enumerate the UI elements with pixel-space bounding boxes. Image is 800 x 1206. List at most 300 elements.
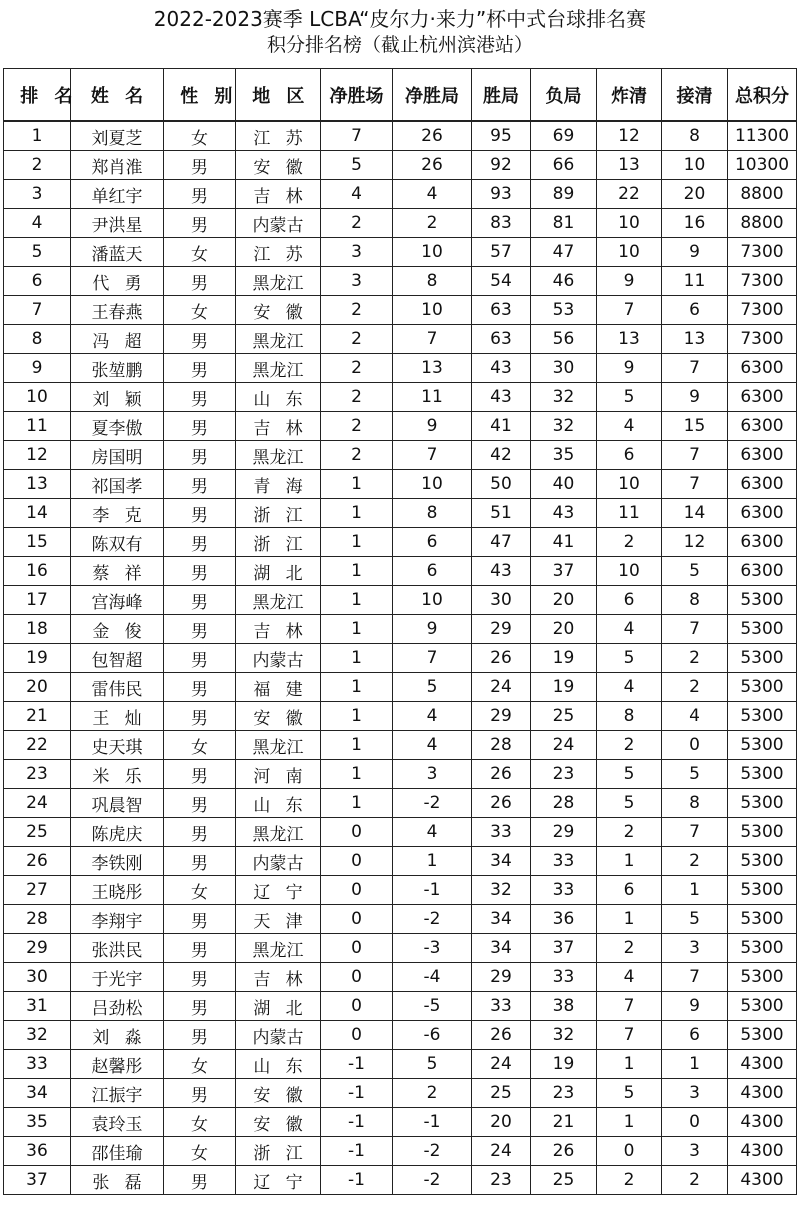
cell-region: 浙江 <box>236 1137 321 1166</box>
cell-name: 郑肖淮 <box>71 151 164 180</box>
cell-gender: 男 <box>164 470 236 499</box>
cell-run-outs: 1 <box>662 1050 728 1079</box>
cell-frames-lost: 56 <box>531 325 597 354</box>
cell-net-wins: 4 <box>321 180 393 209</box>
cell-run-outs: 2 <box>662 847 728 876</box>
cell-run-outs: 16 <box>662 209 728 238</box>
cell-run-outs: 5 <box>662 905 728 934</box>
cell-gender: 男 <box>164 354 236 383</box>
cell-frames-won: 24 <box>472 673 531 702</box>
cell-rank: 35 <box>4 1108 71 1137</box>
cell-name: 祁国孝 <box>71 470 164 499</box>
cell-run-outs: 2 <box>662 673 728 702</box>
cell-total-points: 7300 <box>728 325 797 354</box>
table-row <box>4 818 797 847</box>
cell-total-points: 5300 <box>728 847 797 876</box>
cell-net-wins: 1 <box>321 731 393 760</box>
cell-frames-lost: 19 <box>531 673 597 702</box>
cell-region: 浙江 <box>236 528 321 557</box>
cell-net-wins: 2 <box>321 209 393 238</box>
cell-region: 内蒙古 <box>236 1021 321 1050</box>
cell-gender: 男 <box>164 325 236 354</box>
table-row <box>4 963 797 992</box>
cell-frames-won: 34 <box>472 905 531 934</box>
table-row <box>4 121 797 151</box>
cell-break-clears: 12 <box>597 121 662 151</box>
cell-rank: 21 <box>4 702 71 731</box>
cell-region: 黑龙江 <box>236 731 321 760</box>
cell-frames-lost: 32 <box>531 383 597 412</box>
cell-total-points: 7300 <box>728 238 797 267</box>
table-row <box>4 992 797 1021</box>
cell-rank: 6 <box>4 267 71 296</box>
cell-break-clears: 2 <box>597 528 662 557</box>
cell-run-outs: 8 <box>662 789 728 818</box>
cell-name: 宫海峰 <box>71 586 164 615</box>
cell-name: 张洪民 <box>71 934 164 963</box>
cell-net-frames: 7 <box>393 441 472 470</box>
cell-frames-lost: 24 <box>531 731 597 760</box>
cell-run-outs: 3 <box>662 934 728 963</box>
cell-gender: 男 <box>164 441 236 470</box>
cell-gender: 女 <box>164 121 236 151</box>
cell-rank: 34 <box>4 1079 71 1108</box>
cell-net-wins: -1 <box>321 1050 393 1079</box>
col-header-gender: 性别 <box>164 69 236 122</box>
cell-break-clears: 2 <box>597 731 662 760</box>
cell-net-wins: 1 <box>321 644 393 673</box>
cell-name: 赵馨彤 <box>71 1050 164 1079</box>
cell-frames-won: 93 <box>472 180 531 209</box>
cell-net-frames: 2 <box>393 1079 472 1108</box>
cell-name: 张磊 <box>71 1166 164 1195</box>
cell-frames-won: 24 <box>472 1050 531 1079</box>
cell-name: 单红宇 <box>71 180 164 209</box>
cell-name: 王晓彤 <box>71 876 164 905</box>
cell-total-points: 5300 <box>728 615 797 644</box>
cell-name: 雷伟民 <box>71 673 164 702</box>
cell-break-clears: 13 <box>597 151 662 180</box>
cell-gender: 男 <box>164 1166 236 1195</box>
page-subtitle: 积分排名榜（截止杭州滨港站） <box>266 34 533 56</box>
cell-gender: 女 <box>164 1050 236 1079</box>
cell-run-outs: 0 <box>662 1108 728 1137</box>
cell-net-wins: 2 <box>321 296 393 325</box>
cell-net-frames: 10 <box>393 296 472 325</box>
cell-break-clears: 10 <box>597 238 662 267</box>
cell-frames-lost: 37 <box>531 557 597 586</box>
table-row <box>4 267 797 296</box>
cell-frames-lost: 19 <box>531 644 597 673</box>
cell-frames-lost: 25 <box>531 1166 597 1195</box>
cell-gender: 男 <box>164 151 236 180</box>
cell-frames-lost: 38 <box>531 992 597 1021</box>
cell-gender: 女 <box>164 1108 236 1137</box>
cell-frames-lost: 20 <box>531 615 597 644</box>
cell-net-wins: 0 <box>321 934 393 963</box>
cell-region: 吉林 <box>236 615 321 644</box>
cell-region: 内蒙古 <box>236 847 321 876</box>
cell-frames-won: 29 <box>472 702 531 731</box>
cell-break-clears: 6 <box>597 876 662 905</box>
cell-frames-won: 42 <box>472 441 531 470</box>
cell-name: 夏李傲 <box>71 412 164 441</box>
cell-frames-won: 28 <box>472 731 531 760</box>
cell-net-wins: -1 <box>321 1079 393 1108</box>
cell-net-wins: 1 <box>321 557 393 586</box>
cell-run-outs: 6 <box>662 296 728 325</box>
cell-run-outs: 12 <box>662 528 728 557</box>
cell-gender: 男 <box>164 963 236 992</box>
cell-net-wins: -1 <box>321 1166 393 1195</box>
cell-gender: 男 <box>164 673 236 702</box>
cell-net-frames: -6 <box>393 1021 472 1050</box>
cell-region: 湖北 <box>236 992 321 1021</box>
cell-net-wins: 1 <box>321 528 393 557</box>
cell-net-wins: 1 <box>321 760 393 789</box>
cell-region: 黑龙江 <box>236 267 321 296</box>
col-header-total-points: 总积分 <box>728 69 797 122</box>
cell-region: 天津 <box>236 905 321 934</box>
cell-break-clears: 5 <box>597 383 662 412</box>
col-header-region: 地区 <box>236 69 321 122</box>
cell-region: 吉林 <box>236 412 321 441</box>
cell-break-clears: 1 <box>597 1108 662 1137</box>
cell-rank: 13 <box>4 470 71 499</box>
cell-rank: 28 <box>4 905 71 934</box>
cell-rank: 16 <box>4 557 71 586</box>
cell-gender: 男 <box>164 934 236 963</box>
cell-gender: 男 <box>164 528 236 557</box>
cell-total-points: 5300 <box>728 1021 797 1050</box>
cell-name: 潘蓝天 <box>71 238 164 267</box>
table-row <box>4 1079 797 1108</box>
cell-region: 辽宁 <box>236 876 321 905</box>
cell-rank: 8 <box>4 325 71 354</box>
cell-net-wins: 0 <box>321 1021 393 1050</box>
cell-frames-lost: 89 <box>531 180 597 209</box>
cell-frames-won: 29 <box>472 615 531 644</box>
cell-net-frames: 9 <box>393 615 472 644</box>
cell-net-wins: 0 <box>321 992 393 1021</box>
cell-rank: 9 <box>4 354 71 383</box>
cell-frames-lost: 53 <box>531 296 597 325</box>
cell-frames-lost: 21 <box>531 1108 597 1137</box>
cell-region: 山东 <box>236 383 321 412</box>
cell-net-frames: -2 <box>393 905 472 934</box>
cell-total-points: 5300 <box>728 760 797 789</box>
cell-run-outs: 7 <box>662 963 728 992</box>
cell-name: 吕劲松 <box>71 992 164 1021</box>
col-header-net-wins: 净胜场 <box>321 69 393 122</box>
cell-net-wins: 1 <box>321 586 393 615</box>
cell-gender: 女 <box>164 1137 236 1166</box>
cell-total-points: 7300 <box>728 267 797 296</box>
cell-frames-lost: 23 <box>531 760 597 789</box>
cell-break-clears: 10 <box>597 470 662 499</box>
cell-name: 陈双有 <box>71 528 164 557</box>
cell-region: 黑龙江 <box>236 934 321 963</box>
cell-name: 米乐 <box>71 760 164 789</box>
cell-run-outs: 1 <box>662 876 728 905</box>
cell-gender: 男 <box>164 615 236 644</box>
cell-region: 黑龙江 <box>236 818 321 847</box>
cell-region: 黑龙江 <box>236 325 321 354</box>
cell-name: 陈虎庆 <box>71 818 164 847</box>
cell-net-wins: 2 <box>321 325 393 354</box>
table-row <box>4 1050 797 1079</box>
cell-rank: 19 <box>4 644 71 673</box>
cell-frames-won: 26 <box>472 644 531 673</box>
cell-rank: 18 <box>4 615 71 644</box>
cell-region: 黑龙江 <box>236 354 321 383</box>
cell-region: 浙江 <box>236 499 321 528</box>
cell-frames-won: 54 <box>472 267 531 296</box>
table-row <box>4 383 797 412</box>
cell-run-outs: 0 <box>662 731 728 760</box>
cell-rank: 24 <box>4 789 71 818</box>
cell-frames-lost: 33 <box>531 963 597 992</box>
cell-rank: 2 <box>4 151 71 180</box>
cell-rank: 31 <box>4 992 71 1021</box>
cell-frames-lost: 23 <box>531 1079 597 1108</box>
cell-run-outs: 7 <box>662 615 728 644</box>
cell-region: 内蒙古 <box>236 644 321 673</box>
cell-break-clears: 6 <box>597 441 662 470</box>
table-row <box>4 789 797 818</box>
cell-net-frames: 6 <box>393 557 472 586</box>
cell-net-frames: 11 <box>393 383 472 412</box>
cell-region: 辽宁 <box>236 1166 321 1195</box>
cell-frames-won: 41 <box>472 412 531 441</box>
cell-frames-lost: 28 <box>531 789 597 818</box>
table-row <box>4 586 797 615</box>
table-row <box>4 731 797 760</box>
cell-rank: 3 <box>4 180 71 209</box>
cell-total-points: 5300 <box>728 934 797 963</box>
cell-rank: 36 <box>4 1137 71 1166</box>
cell-break-clears: 11 <box>597 499 662 528</box>
cell-net-wins: 1 <box>321 673 393 702</box>
cell-frames-lost: 41 <box>531 528 597 557</box>
cell-frames-won: 83 <box>472 209 531 238</box>
cell-gender: 男 <box>164 209 236 238</box>
cell-break-clears: 4 <box>597 673 662 702</box>
cell-frames-won: 33 <box>472 818 531 847</box>
cell-name: 李翔宇 <box>71 905 164 934</box>
cell-frames-lost: 32 <box>531 412 597 441</box>
cell-total-points: 4300 <box>728 1108 797 1137</box>
cell-break-clears: 13 <box>597 325 662 354</box>
cell-gender: 男 <box>164 905 236 934</box>
cell-net-frames: 13 <box>393 354 472 383</box>
cell-total-points: 6300 <box>728 354 797 383</box>
cell-break-clears: 1 <box>597 847 662 876</box>
cell-name: 江振宇 <box>71 1079 164 1108</box>
page-title: 2022-2023赛季 LCBA“皮尔力·来力”杯中式台球排名赛 <box>153 7 647 31</box>
cell-region: 湖北 <box>236 557 321 586</box>
cell-run-outs: 5 <box>662 557 728 586</box>
cell-net-wins: 3 <box>321 238 393 267</box>
cell-name: 巩晨智 <box>71 789 164 818</box>
cell-region: 安徽 <box>236 1079 321 1108</box>
cell-rank: 32 <box>4 1021 71 1050</box>
cell-frames-won: 92 <box>472 151 531 180</box>
cell-net-frames: -2 <box>393 1137 472 1166</box>
table-row <box>4 847 797 876</box>
table-row <box>4 528 797 557</box>
cell-rank: 10 <box>4 383 71 412</box>
cell-net-frames: 4 <box>393 818 472 847</box>
cell-run-outs: 7 <box>662 441 728 470</box>
cell-total-points: 10300 <box>728 151 797 180</box>
cell-frames-won: 50 <box>472 470 531 499</box>
cell-net-frames: 2 <box>393 209 472 238</box>
cell-net-frames: 10 <box>393 586 472 615</box>
cell-net-wins: 2 <box>321 441 393 470</box>
cell-break-clears: 2 <box>597 818 662 847</box>
cell-net-wins: 1 <box>321 499 393 528</box>
cell-frames-lost: 37 <box>531 934 597 963</box>
cell-total-points: 8800 <box>728 209 797 238</box>
cell-rank: 12 <box>4 441 71 470</box>
cell-net-frames: 5 <box>393 673 472 702</box>
table-row <box>4 1021 797 1050</box>
cell-gender: 男 <box>164 1021 236 1050</box>
cell-rank: 22 <box>4 731 71 760</box>
table-row <box>4 644 797 673</box>
cell-rank: 5 <box>4 238 71 267</box>
cell-frames-lost: 69 <box>531 121 597 151</box>
cell-name: 李铁刚 <box>71 847 164 876</box>
cell-net-frames: 10 <box>393 470 472 499</box>
cell-total-points: 5300 <box>728 702 797 731</box>
cell-net-wins: 1 <box>321 470 393 499</box>
cell-net-frames: 7 <box>393 325 472 354</box>
cell-net-frames: 3 <box>393 760 472 789</box>
cell-total-points: 5300 <box>728 644 797 673</box>
table-row <box>4 876 797 905</box>
ranking-table <box>3 68 797 1195</box>
cell-region: 山东 <box>236 789 321 818</box>
cell-region: 安徽 <box>236 1108 321 1137</box>
cell-gender: 男 <box>164 180 236 209</box>
cell-run-outs: 3 <box>662 1137 728 1166</box>
cell-net-frames: 7 <box>393 644 472 673</box>
cell-break-clears: 4 <box>597 412 662 441</box>
cell-frames-won: 34 <box>472 934 531 963</box>
cell-net-wins: -1 <box>321 1108 393 1137</box>
cell-rank: 29 <box>4 934 71 963</box>
table-row <box>4 441 797 470</box>
cell-run-outs: 3 <box>662 1079 728 1108</box>
cell-net-wins: 5 <box>321 151 393 180</box>
cell-break-clears: 2 <box>597 934 662 963</box>
table-row <box>4 296 797 325</box>
cell-total-points: 5300 <box>728 586 797 615</box>
cell-net-frames: -1 <box>393 876 472 905</box>
cell-frames-lost: 47 <box>531 238 597 267</box>
cell-net-frames: 26 <box>393 121 472 151</box>
cell-total-points: 7300 <box>728 296 797 325</box>
cell-gender: 男 <box>164 1079 236 1108</box>
cell-name: 蔡祥 <box>71 557 164 586</box>
cell-frames-won: 29 <box>472 963 531 992</box>
cell-gender: 女 <box>164 731 236 760</box>
cell-frames-won: 30 <box>472 586 531 615</box>
col-header-rank: 排名 <box>4 69 71 122</box>
table-body <box>4 121 797 1195</box>
cell-name: 袁玲玉 <box>71 1108 164 1137</box>
cell-frames-lost: 25 <box>531 702 597 731</box>
cell-total-points: 5300 <box>728 905 797 934</box>
cell-frames-lost: 35 <box>531 441 597 470</box>
table-row <box>4 702 797 731</box>
col-header-name: 姓名 <box>71 69 164 122</box>
cell-run-outs: 20 <box>662 180 728 209</box>
cell-gender: 男 <box>164 412 236 441</box>
cell-name: 王春燕 <box>71 296 164 325</box>
table-row <box>4 209 797 238</box>
cell-region: 安徽 <box>236 151 321 180</box>
page-header <box>0 0 800 58</box>
cell-frames-lost: 20 <box>531 586 597 615</box>
cell-net-frames: 4 <box>393 731 472 760</box>
cell-net-frames: -3 <box>393 934 472 963</box>
cell-rank: 14 <box>4 499 71 528</box>
cell-name: 刘淼 <box>71 1021 164 1050</box>
cell-break-clears: 4 <box>597 963 662 992</box>
cell-frames-lost: 29 <box>531 818 597 847</box>
col-header-break-clears: 炸清 <box>597 69 662 122</box>
cell-rank: 30 <box>4 963 71 992</box>
cell-total-points: 4300 <box>728 1166 797 1195</box>
cell-frames-won: 34 <box>472 847 531 876</box>
cell-net-frames: 10 <box>393 238 472 267</box>
cell-rank: 33 <box>4 1050 71 1079</box>
cell-run-outs: 15 <box>662 412 728 441</box>
cell-net-wins: -1 <box>321 1137 393 1166</box>
table-row <box>4 499 797 528</box>
cell-net-frames: -1 <box>393 1108 472 1137</box>
cell-total-points: 5300 <box>728 992 797 1021</box>
cell-gender: 男 <box>164 557 236 586</box>
table-row <box>4 1166 797 1195</box>
cell-break-clears: 4 <box>597 615 662 644</box>
cell-break-clears: 7 <box>597 992 662 1021</box>
cell-frames-won: 32 <box>472 876 531 905</box>
cell-break-clears: 9 <box>597 354 662 383</box>
cell-run-outs: 14 <box>662 499 728 528</box>
cell-region: 江苏 <box>236 238 321 267</box>
cell-rank: 17 <box>4 586 71 615</box>
cell-rank: 11 <box>4 412 71 441</box>
cell-run-outs: 2 <box>662 644 728 673</box>
cell-break-clears: 8 <box>597 702 662 731</box>
cell-rank: 20 <box>4 673 71 702</box>
cell-frames-won: 47 <box>472 528 531 557</box>
cell-total-points: 4300 <box>728 1137 797 1166</box>
cell-run-outs: 6 <box>662 1021 728 1050</box>
cell-break-clears: 10 <box>597 557 662 586</box>
cell-break-clears: 5 <box>597 1079 662 1108</box>
cell-rank: 26 <box>4 847 71 876</box>
cell-frames-won: 43 <box>472 354 531 383</box>
cell-net-wins: 2 <box>321 383 393 412</box>
cell-run-outs: 2 <box>662 1166 728 1195</box>
cell-break-clears: 7 <box>597 1021 662 1050</box>
cell-frames-won: 95 <box>472 121 531 151</box>
